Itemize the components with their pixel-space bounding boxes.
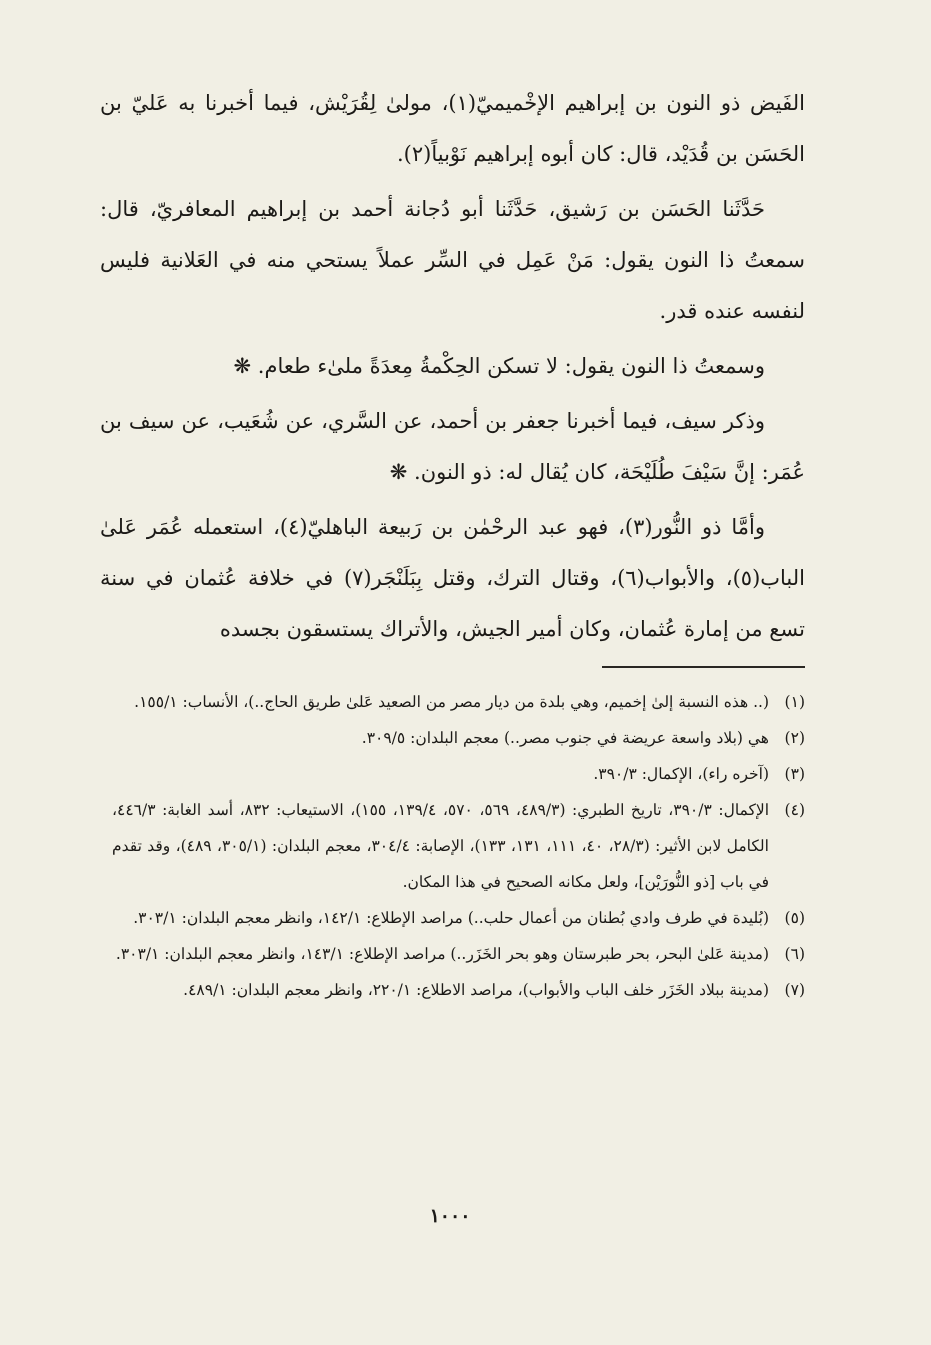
footnote-text: (بُليدة في طرف وادي بُطنان من أعمال حلب..) مراصد الإطلاع: ١٤٢/١، وانظر معجم البلدان: ٣٠٣/١. bbox=[133, 909, 769, 927]
paragraph: الفَيض ذو النون بن إبراهيم الإخْميميّ(١)، مولىٰ لِقُرَيْش، فيما أخبرنا به عَليّ بن الحَسَن بن قُدَيْد، قال: كان أبوه إبراهيم نَوْبياً(٢). bbox=[100, 91, 805, 166]
footnote bbox=[112, 720, 805, 756]
main-text bbox=[100, 78, 805, 659]
footnote bbox=[112, 900, 805, 936]
footnote-number: (٤) bbox=[784, 801, 805, 819]
footnote bbox=[112, 684, 805, 720]
footnotes bbox=[112, 684, 805, 1008]
footnote bbox=[112, 972, 805, 1008]
paragraph: وأمَّا ذو النُّور(٣)، فهو عبد الرحْمٰن بن رَبيعة الباهليّ(٤)، استعمله عُمَر عَلىٰ الباب(٥)، والأبواب(٦)، وقتال الترك، وقتل بِبَلَنْجَر(٧) في خلافة عُثمان في سنة تسع من إمارة عُثمان، وكان أمير الجيش، والأتراك يستسقون بجسده bbox=[100, 515, 805, 641]
footnote-text: (آخره راء)، الإكمال: ٣٩٠/٣. bbox=[593, 765, 769, 783]
footnote-text: الإكمال: ٣٩٠/٣، تاريخ الطبري: (٤٨٩/٣، ٥٦٩، ٥٧٠، ١٣٩/٤، ١٥٥)، الاستيعاب: ٨٣٢، أسد الغابة: ٤٤٦/٣، الكامل لابن الأثير: (٢٨/٣، ٤٠، ١١١، ١٣١، ١٣٣)، الإصابة: ٣٠٤/٤، معجم البلدان: (٣٠٥/١، ٤٨٩)، وقد تقدم في باب [ذو النُّورَيْن]، ولعل مكانه الصحيح في هذا المكان. bbox=[112, 801, 770, 891]
footnote bbox=[112, 792, 805, 900]
paragraph: وذكر سيف، فيما أخبرنا جعفر بن أحمد، عن السَّري، عن شُعَيب، عن سيف بن عُمَر: إنَّ سَيْفَ طُلَيْحَة، كان يُقال له: ذو النون. ❋ bbox=[100, 409, 805, 484]
paragraph: وسمعتُ ذا النون يقول: لا تسكن الحِكْمةُ مِعدَةً ملىٰء طعام. ❋ bbox=[233, 354, 765, 378]
footnote-number: (٥) bbox=[784, 909, 805, 927]
footnote-text: هي (بلاد واسعة عريضة في جنوب مصر..) معجم البلدان: ٣٠٩/٥. bbox=[361, 729, 769, 747]
footnote-number: (٣) bbox=[784, 765, 805, 783]
page-number: ١٠٠٠ bbox=[429, 1205, 471, 1227]
paragraph: حَدَّثَنا الحَسَن بن رَشيق، حَدَّثَنا أبو دُجانة أحمد بن إبراهيم المعافريّ، قال: سمعتُ ذا النون يقول: مَنْ عَمِل في السِّر عملاً يستحي منه في العَلانية فليس لنفسه عنده قدر. bbox=[100, 197, 805, 323]
footnote-text: (.. هذه النسبة إلىٰ إخميم، وهي بلدة من ديار مصر من الصعيد عَلىٰ طريق الحاج..)، الأنساب: ١٥٥/١. bbox=[134, 693, 769, 711]
footnote bbox=[112, 756, 805, 792]
footnote-text: (مدينة ببلاد الخَزَر خلف الباب والأبواب)، مراصد الاطلاع: ٢٢٠/١، وانظر معجم البلدان: ٤٨٩/١. bbox=[183, 981, 769, 999]
footnote-number: (٧) bbox=[784, 981, 805, 999]
footnote-number: (١) bbox=[784, 693, 805, 711]
footnote-number: (٦) bbox=[784, 945, 805, 963]
footnote bbox=[112, 936, 805, 972]
footnote-number: (٢) bbox=[784, 729, 805, 747]
footnote-separator bbox=[602, 666, 805, 668]
footnote-text: (مدينة عَلىٰ البحر، بحر طبرستان وهو بحر الخَزَر..) مراصد الإطلاع: ١٤٣/١، وانظر معجم البلدان: ٣٠٣/١. bbox=[115, 945, 769, 963]
